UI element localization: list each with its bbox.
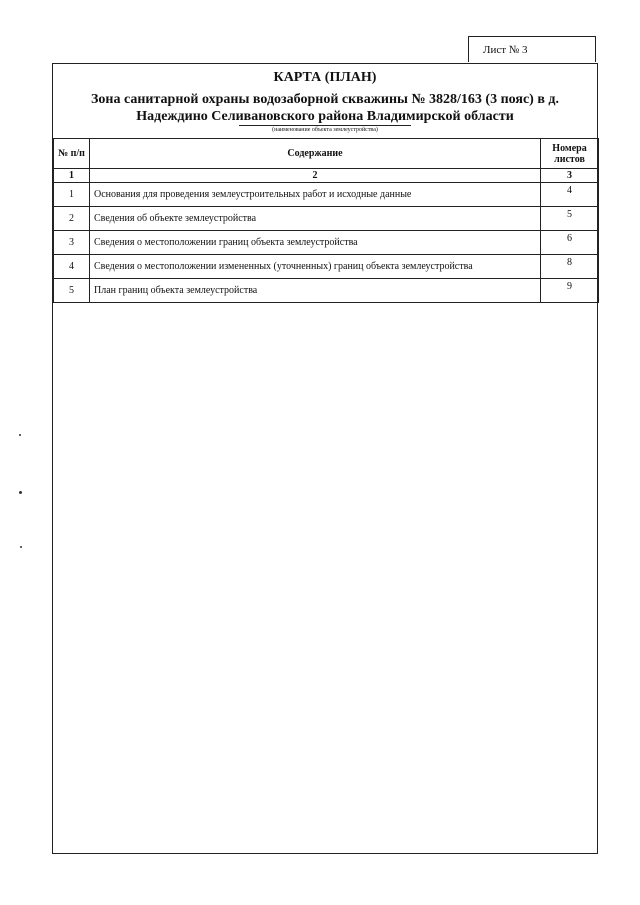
- row-content: План границ объекта землеустройства: [90, 279, 541, 303]
- column-index-2: 2: [90, 169, 541, 183]
- scan-speck: [19, 434, 21, 436]
- table-header-row: [54, 139, 599, 169]
- contents-table: [53, 138, 599, 303]
- row-page: 5: [541, 207, 599, 231]
- row-number: 3: [54, 231, 90, 255]
- table-row: [54, 183, 599, 207]
- document-frame: [52, 63, 598, 854]
- row-page: 4: [541, 183, 599, 207]
- object-name-caption: (наименование объекта землеустройства): [239, 125, 411, 134]
- column-index-row: [54, 169, 599, 183]
- column-index-3: 3: [541, 169, 599, 183]
- scan-speck: [19, 491, 22, 494]
- column-header-content: Содержание: [90, 139, 541, 169]
- document-header: [53, 64, 597, 138]
- row-page: 6: [541, 231, 599, 255]
- row-content: Сведения о местоположении границ объекта землеустройства: [90, 231, 541, 255]
- sheet-number-box: [468, 36, 596, 62]
- column-index-1: 1: [54, 169, 90, 183]
- subtitle-line-2: Надеждино Селивановского района Владимирской области: [136, 109, 514, 124]
- document-title: КАРТА (ПЛАН): [273, 70, 377, 85]
- scan-speck: [20, 546, 22, 548]
- table-row: [54, 207, 599, 231]
- column-header-number: № п/п: [54, 139, 90, 169]
- row-content: Сведения о местоположении измененных (уточненных) границ объекта землеустройства: [90, 255, 541, 279]
- row-page: 9: [541, 279, 599, 303]
- row-number: 1: [54, 183, 90, 207]
- row-number: 2: [54, 207, 90, 231]
- row-number: 5: [54, 279, 90, 303]
- sheet-number-label: Лист № 3: [483, 43, 528, 56]
- row-content: Основания для проведения землеустроительных работ и исходные данные: [90, 183, 541, 207]
- row-page: 8: [541, 255, 599, 279]
- row-content: Сведения об объекте землеустройства: [90, 207, 541, 231]
- column-header-pages: Номера листов: [541, 139, 599, 169]
- document-subtitle: [53, 91, 597, 125]
- subtitle-line-1: Зона санитарной охраны водозаборной скважины № 3828/163 (3 пояс) в д.: [91, 92, 559, 107]
- table-row: [54, 279, 599, 303]
- table-row: [54, 255, 599, 279]
- row-number: 4: [54, 255, 90, 279]
- table-row: [54, 231, 599, 255]
